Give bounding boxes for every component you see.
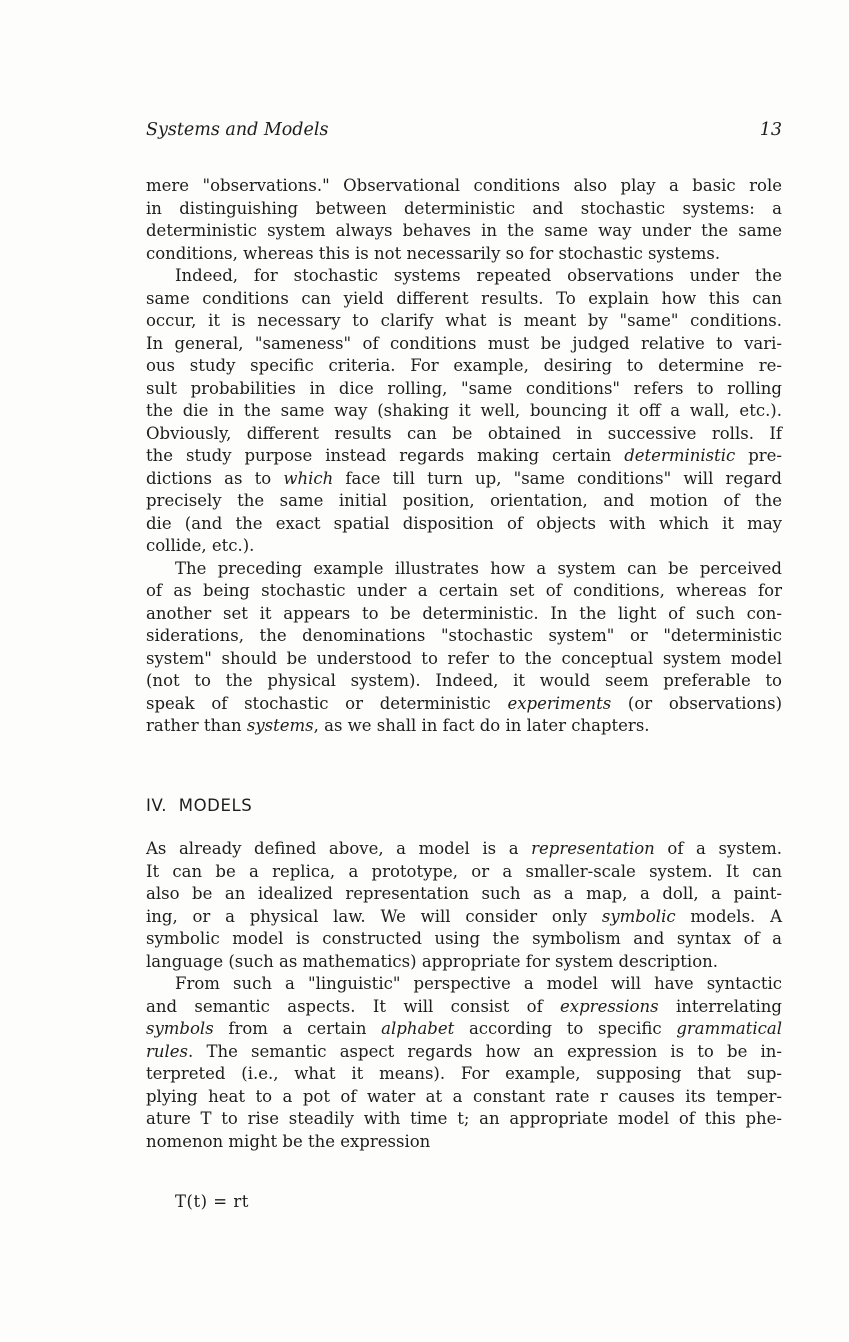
text-run: of as being stochastic under a certain set of conditions, whereas for: [146, 581, 782, 600]
text-line: [146, 603, 782, 626]
text-line: [146, 423, 782, 446]
text-run: according to specific: [454, 1019, 677, 1038]
text-line: [146, 535, 782, 558]
text-line: [146, 996, 782, 1019]
page-number: 13: [759, 120, 782, 140]
italic-text-run: experiments: [507, 693, 612, 713]
text-line: [146, 1131, 782, 1154]
text-line: [146, 883, 782, 906]
text-run: . The semantic aspect regards how an expression is to be in-: [188, 1041, 782, 1061]
text-line: [146, 648, 782, 671]
paragraph-3: [146, 558, 782, 738]
text-run: In general, "sameness" of conditions must be judged relative to vari-: [146, 333, 782, 353]
text-run: the die in the same way (shaking it well, bouncing it off a wall, etc.).: [146, 401, 782, 420]
text-run: and semantic aspects. It will consist of: [146, 996, 561, 1016]
text-run: dictions as to: [146, 468, 284, 488]
text-line: [146, 310, 782, 333]
text-run: same conditions can yield different results. To explain how this can: [146, 288, 782, 308]
text-line: [146, 468, 782, 491]
page-body: [146, 175, 782, 1214]
text-line: [146, 490, 782, 513]
text-line: [146, 333, 782, 356]
paragraph-1: [146, 175, 782, 265]
text-line: [146, 625, 782, 648]
text-run: models. A: [675, 906, 782, 926]
text-line: [146, 445, 782, 468]
text-line: [146, 928, 782, 951]
text-run: die (and the exact spatial disposition of objects with which it may: [146, 513, 782, 533]
text-run: from a certain: [213, 1019, 382, 1038]
text-line: [146, 243, 782, 266]
text-run: nomenon might be the expression: [146, 1131, 431, 1151]
italic-text-run: symbolic: [601, 906, 676, 926]
page-content: [146, 119, 782, 1214]
text-line: [146, 951, 782, 974]
text-line: [146, 838, 782, 861]
text-run: ing, or a physical law. We will consider only: [146, 906, 602, 926]
text-run: siderations, the denominations "stochastic system" or "deterministic: [146, 626, 782, 645]
italic-text-run: deterministic: [624, 446, 736, 465]
running-header-title: Systems and Models: [146, 120, 329, 140]
text-line: [146, 220, 782, 243]
text-run: rather than: [146, 716, 247, 735]
text-run: Obviously, different results can be obtained in successive rolls. If: [146, 423, 782, 443]
text-line: [146, 670, 782, 693]
italic-text-run: symbols: [146, 1019, 214, 1038]
text-line: [146, 580, 782, 603]
text-run: ature T to rise steadily with time t; an appropriate model of this phe-: [146, 1109, 782, 1128]
text-run: speak of stochastic or deterministic: [146, 693, 508, 713]
paragraph-2: [146, 265, 782, 558]
text-run: occur, it is necessary to clarify what is meant by "same" conditions.: [146, 311, 782, 330]
text-line: [146, 198, 782, 221]
text-run: ous study specific criteria. For example, desiring to determine re-: [146, 356, 782, 375]
italic-text-run: which: [283, 468, 334, 488]
text-run: The preceding example illustrates how a system can be perceived: [175, 558, 782, 578]
text-run: sult probabilities in dice rolling, "same conditions" refers to rolling: [146, 378, 782, 398]
text-line: [146, 175, 782, 198]
text-line: [146, 1063, 782, 1086]
text-line: [146, 265, 782, 288]
text-run: also be an idealized representation such as a map, a doll, a paint-: [146, 884, 782, 903]
text-run: , as we shall in fact do in later chapters.: [313, 716, 650, 735]
text-line: [146, 973, 782, 996]
text-run: Indeed, for stochastic systems repeated observations under the: [175, 266, 782, 285]
text-line: [146, 288, 782, 311]
section-heading-models: IV. MODELS: [146, 795, 253, 815]
paragraph-4: [146, 838, 782, 973]
text-run: plying heat to a pot of water at a constant rate r causes its temper-: [146, 1086, 782, 1106]
italic-text-run: rules: [146, 1041, 189, 1061]
text-line: [146, 558, 782, 581]
text-line: [146, 693, 782, 716]
text-run: interrelating: [658, 996, 782, 1016]
text-line: [146, 513, 782, 536]
text-run: deterministic system always behaves in the same way under the same: [146, 221, 782, 240]
italic-text-run: alphabet: [381, 1019, 455, 1038]
text-line: [146, 378, 782, 401]
italic-text-run: grammatical: [676, 1019, 782, 1038]
italic-text-run: systems: [246, 716, 314, 735]
text-run: face till turn up, "same conditions" will regard: [333, 468, 782, 488]
text-line: [146, 1041, 782, 1064]
text-run: terpreted (i.e., what it means). For example, supposing that sup-: [146, 1064, 782, 1083]
text-line: [146, 715, 782, 738]
text-run: (or observations): [611, 693, 783, 713]
running-header: [146, 119, 782, 141]
text-line: [146, 1108, 782, 1131]
text-run: collide, etc.).: [146, 536, 255, 555]
text-run: of a system.: [654, 839, 782, 858]
text-run: (not to the physical system). Indeed, it would seem preferable to: [146, 671, 782, 690]
paragraph-5: [146, 973, 782, 1153]
text-run: conditions, whereas this is not necessarily so for stochastic systems.: [146, 243, 721, 263]
italic-text-run: representation: [531, 839, 655, 858]
text-run: mere "observations." Observational conditions also play a basic role: [146, 176, 782, 195]
text-line: [146, 400, 782, 423]
text-run: From such a "linguistic" perspective a model will have syntactic: [175, 974, 782, 993]
text-run: system" should be understood to refer to the conceptual system model: [146, 648, 782, 668]
text-run: As already defined above, a model is a: [146, 839, 532, 858]
italic-text-run: expressions: [560, 996, 659, 1016]
text-run: pre-: [735, 446, 782, 465]
equation-T-t-rt: T(t) = rt: [175, 1192, 249, 1211]
text-run: symbolic model is constructed using the symbolism and syntax of a: [146, 929, 782, 948]
text-run: precisely the same initial position, orientation, and motion of the: [146, 491, 782, 510]
text-run: language (such as mathematics) appropriate for system description.: [146, 951, 718, 971]
text-line: [146, 861, 782, 884]
text-line: [146, 906, 782, 929]
text-run: another set it appears to be deterministic. In the light of such con-: [146, 603, 782, 623]
text-line: [146, 1018, 782, 1041]
text-run: It can be a replica, a prototype, or a smaller-scale system. It can: [146, 861, 782, 881]
text-run: the study purpose instead regards making certain: [146, 446, 625, 465]
text-line: [146, 355, 782, 378]
text-run: in distinguishing between deterministic and stochastic systems: a: [146, 198, 782, 218]
text-line: [146, 1086, 782, 1109]
